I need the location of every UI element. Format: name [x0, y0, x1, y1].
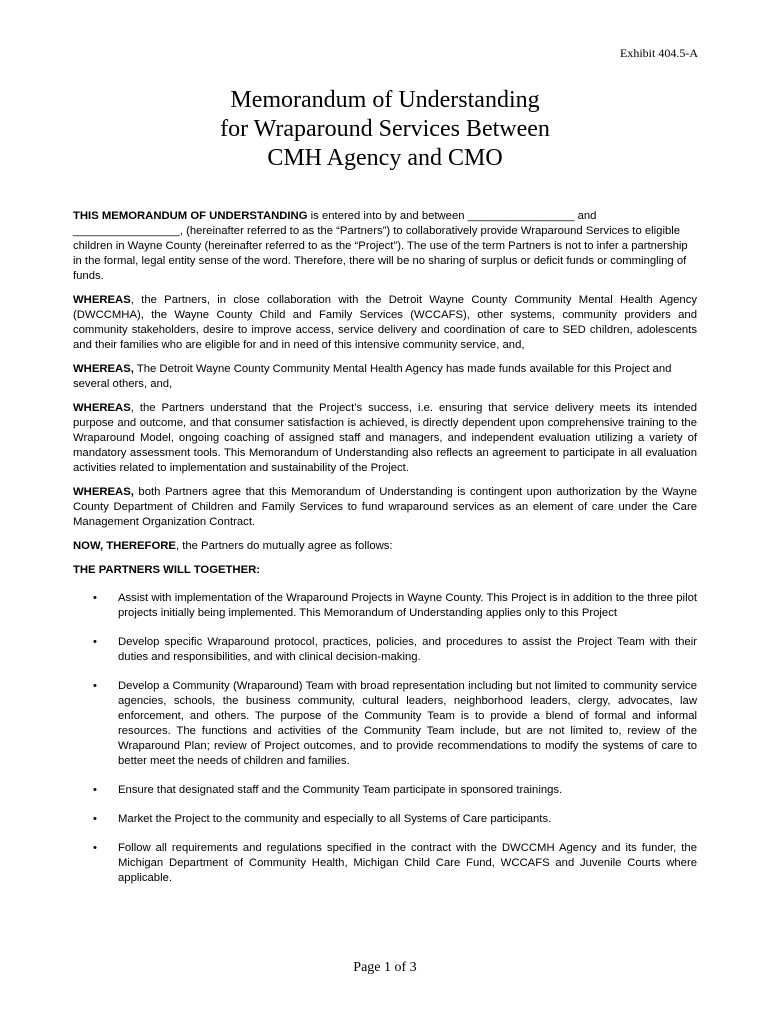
- bullet-icon: •: [93, 842, 97, 854]
- section-heading: THE PARTNERS WILL TOGETHER:: [73, 564, 261, 576]
- whereas-lead: WHEREAS,: [73, 486, 134, 498]
- list-item-text: Develop specific Wraparound protocol, practices, policies, and procedures to assist the Project Team with their duties and responsibilities, and with clinical decision-making.: [118, 636, 697, 663]
- whereas-lead: WHEREAS: [73, 294, 131, 306]
- document-title: [0, 86, 770, 173]
- document-body: [73, 209, 697, 900]
- bullet-icon: •: [93, 592, 97, 604]
- intro-lead: THIS MEMORANDUM OF UNDERSTANDING: [73, 210, 308, 222]
- title-line-2: for Wraparound Services Between: [220, 116, 550, 142]
- title-line-1: Memorandum of Understanding: [230, 87, 540, 113]
- bullet-icon: •: [93, 680, 97, 692]
- bullet-icon: •: [93, 813, 97, 825]
- page-number: Page 1 of 3: [353, 960, 417, 975]
- bullet-icon: •: [93, 784, 97, 796]
- intro-text: is entered into by and between _________________ and _________________, (hereinafter referred to as the “Partners”) to collaboratively provide Wraparound Services to eligible children in Wayne County (hereinafter referred to as the “Project”). The use of the term Partners is not to infer a partnership in the formal, legal entity sense of the word. Therefore, there will be no sharing of surplus or deficit funds or commingling of funds.: [73, 210, 688, 282]
- list-item: [73, 812, 697, 827]
- list-item-text: Develop a Community (Wraparound) Team with broad representation including but not limited to community service agencies, schools, the business community, cultural leaders, neighborhood leaders, clergy, advocates, law enforcement, and others. The purpose of the Community Team is to provide a blend of formal and informal resources. The functions and activities of the Community Team include, but are not limited to, review of the Wraparound Plan; review of Project outcomes, and to provide recommendations to modify the systems of care to better meet the needs of children and families.: [118, 680, 697, 767]
- list-item-text: Assist with implementation of the Wraparound Projects in Wayne County. This Project is in addition to the three pilot projects initially being implemented. This Memorandum of Understanding applies only to this Project: [118, 592, 697, 619]
- whereas-text: , the Partners, in close collaboration with the Detroit Wayne County Community Mental Health Agency (DWCCMHA), the Wayne County Child and Family Services (WCCAFS), other systems, community providers and community stakeholders, desire to improve access, service delivery and coordination of care to SED children, adolescents and their families who are eligible for and in need of this intensive community service, and,: [73, 294, 697, 351]
- list-item: [73, 591, 697, 621]
- list-item: [73, 679, 697, 769]
- exhibit-label: Exhibit 404.5-A: [620, 46, 698, 60]
- list-item-text: Market the Project to the community and especially to all Systems of Care participants.: [118, 813, 552, 825]
- now-therefore-lead: NOW, THEREFORE: [73, 540, 176, 552]
- list-item-text: Follow all requirements and regulations specified in the contract with the DWCCMH Agency and its funder, the Michigan Department of Community Health, Michigan Child Care Fund, WCCAFS and Juvenile Courts where applicable.: [118, 842, 697, 884]
- title-line-3: CMH Agency and CMO: [267, 145, 503, 171]
- whereas-text: both Partners agree that this Memorandum of Understanding is contingent upon authorization by the Wayne County Department of Children and Family Services to fund wraparound services as an element of care under the Care Management Organization Contract.: [73, 486, 697, 528]
- whereas-paragraph-4: [73, 485, 697, 530]
- now-therefore-paragraph: [73, 539, 697, 554]
- list-item: [73, 841, 697, 886]
- intro-paragraph: [73, 209, 697, 284]
- bullet-icon: •: [93, 636, 97, 648]
- whereas-paragraph-1: [73, 293, 697, 353]
- whereas-text: , the Partners understand that the Project’s success, i.e. ensuring that service delivery meets its intended purpose and outcome, and that consumer satisfaction is achieved, is directly dependent upon comprehensive training to the Wraparound Model, ongoing coaching of assigned staff and managers, and independent evaluation utilizing a variety of mandatory assessment tools. This Memorandum of Understanding also reflects an agreement to participate in all evaluation activities related to implementation and sustainability of the Project.: [73, 402, 697, 474]
- whereas-lead: WHEREAS,: [73, 363, 134, 375]
- list-item: [73, 635, 697, 665]
- whereas-paragraph-3: [73, 401, 697, 476]
- list-item-text: Ensure that designated staff and the Community Team participate in sponsored trainings.: [118, 784, 563, 796]
- whereas-paragraph-2: [73, 362, 697, 392]
- list-item: [73, 783, 697, 798]
- whereas-lead: WHEREAS: [73, 402, 131, 414]
- whereas-text: The Detroit Wayne County Community Mental Health Agency has made funds available for this Project and several others, and,: [73, 363, 672, 390]
- now-therefore-text: , the Partners do mutually agree as follows:: [175, 540, 393, 552]
- obligations-list: [73, 591, 697, 886]
